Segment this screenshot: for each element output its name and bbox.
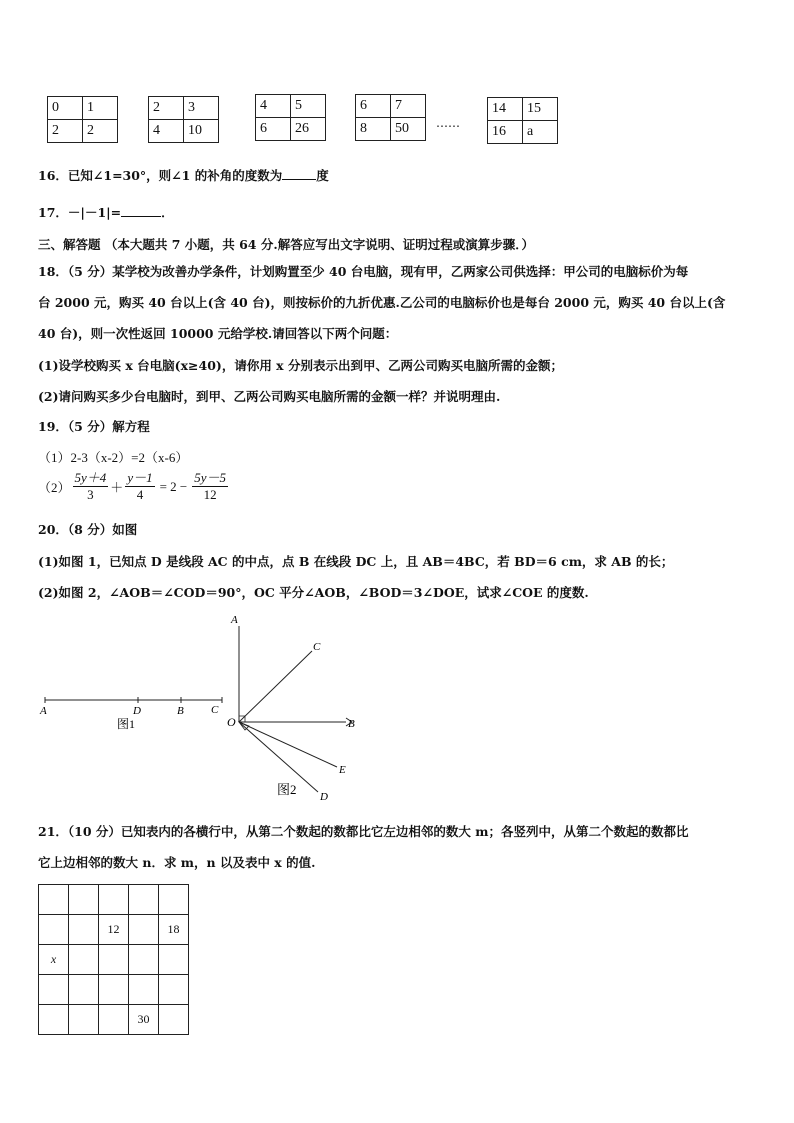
grid-cell: 4 — [256, 95, 291, 118]
grid-cell: 7 — [391, 95, 426, 118]
table-cell — [39, 915, 69, 945]
table-row — [39, 945, 189, 975]
question-18-line2: 台 2000 元，购买 40 台以上(含 40 台)，则按标价的九折优惠.乙公司的电脑标价也是每台 2000 元，购买 40 台以上(含 — [38, 295, 726, 310]
figures-svg — [0, 605, 794, 805]
question-20-title: 20．（8 分）如图 — [38, 522, 138, 537]
question-18-line3: 40 台)，则一次性返回 10000 元给学校.请回答以下两个问题： — [38, 326, 398, 341]
part-label: （2） — [38, 480, 71, 495]
table-cell: 12 — [99, 915, 129, 945]
denominator: 3 — [87, 487, 94, 502]
label-e: E — [339, 764, 346, 776]
section-heading: 三、解答题 （本大题共 7 小题，共 64 分.解答应写出文字说明、证明过程或演算步骤．） — [38, 237, 534, 252]
ray-oe — [239, 722, 337, 767]
question-17-text: 17．－|－1|= — [38, 205, 122, 220]
numerator: 5y－5 — [194, 470, 227, 485]
table-cell — [129, 915, 159, 945]
label-d: D — [133, 705, 141, 717]
table-cell — [129, 975, 159, 1005]
grid-cell: 14 — [488, 98, 523, 121]
table-cell — [159, 1005, 189, 1035]
fraction-3 — [192, 470, 228, 503]
grid-cell: 10 — [184, 120, 219, 143]
grid-cell: 3 — [184, 97, 219, 120]
table-cell: x — [39, 945, 69, 975]
fraction-2 — [125, 470, 154, 503]
grid-cell: 15 — [523, 98, 558, 121]
table-cell — [99, 885, 129, 915]
ellipsis: …… — [436, 116, 460, 130]
figure-1-caption: 图1 — [117, 717, 136, 731]
figure-2 — [227, 614, 355, 803]
fraction-1 — [73, 470, 109, 503]
question-17-suffix: ． — [161, 205, 174, 220]
question-18-line1: 18．（5 分）某学校为改善办学条件，计划购置至少 40 台电脑，现有甲，乙两家公司供选择：甲公司的电脑标价为每 — [38, 264, 689, 279]
table-cell — [69, 1005, 99, 1035]
table-cell — [159, 885, 189, 915]
label-d: D — [320, 791, 328, 803]
answer-blank[interactable] — [282, 179, 316, 180]
grid-cell: 2 — [83, 120, 118, 143]
grid-cell: 2 — [149, 97, 184, 120]
grid-cell: 6 — [356, 95, 391, 118]
question-17 — [38, 203, 174, 221]
table-cell — [129, 945, 159, 975]
grid-1 — [47, 96, 118, 143]
table-cell — [129, 885, 159, 915]
table-row — [39, 885, 189, 915]
table-cell: 18 — [159, 915, 189, 945]
table-cell — [39, 975, 69, 1005]
table-cell — [39, 885, 69, 915]
table-cell — [69, 945, 99, 975]
table-cell — [99, 975, 129, 1005]
table-cell — [159, 945, 189, 975]
grid-cell: 50 — [391, 118, 426, 141]
numerator: y－1 — [127, 470, 153, 485]
question-19-title: 19．（5 分）解方程 — [38, 419, 150, 434]
answer-blank[interactable] — [121, 216, 161, 217]
grid-cell: a — [523, 121, 558, 144]
grid-5 — [487, 97, 558, 144]
table-cell — [159, 975, 189, 1005]
question-16 — [38, 166, 329, 184]
grid-cell: 6 — [256, 118, 291, 141]
equals-sign: = 2 − — [159, 478, 188, 494]
ray-oc — [239, 651, 312, 722]
denominator: 12 — [203, 487, 217, 502]
question-16-text: 16．已知∠1=30°，则∠1 的补角的度数为 — [38, 168, 283, 183]
grid-cell: 2 — [48, 120, 83, 143]
table-cell — [99, 945, 129, 975]
grid-2 — [148, 96, 219, 143]
question-21-table — [38, 884, 189, 1035]
grid-cell: 16 — [488, 121, 523, 144]
label-c: C — [211, 704, 219, 716]
table-row — [39, 1005, 189, 1035]
figure-2-caption: 图2 — [277, 782, 297, 797]
grid-cell: 1 — [83, 97, 118, 120]
grid-cell: 8 — [356, 118, 391, 141]
table-cell — [69, 975, 99, 1005]
question-20-part1: (1)如图 1，已知点 D 是线段 AC 的中点，点 B 在线段 DC 上，且 AB＝4BC，若 BD＝6 cm，求 AB 的长； — [38, 554, 674, 569]
label-c: C — [313, 641, 321, 653]
question-21-line1: 21．（10 分）已知表内的各横行中，从第二个数起的数都比它左边相邻的数大 m；各竖列中，从第二个数起的数都比 — [38, 824, 689, 839]
grid-cell: 4 — [149, 120, 184, 143]
question-20-part2: (2)如图 2，∠AOB＝∠COD＝90°，OC 平分∠AOB，∠BOD＝3∠DOE，试求∠COE 的度数. — [38, 585, 589, 600]
question-18-part1: (1)设学校购买 x 台电脑(x≥40)，请你用 x 分别表示出到甲、乙两公司购买电脑所需的金额； — [38, 358, 563, 373]
table-cell: 30 — [129, 1005, 159, 1035]
table-cell — [69, 915, 99, 945]
question-18-part2: (2)请问购买多少台电脑时，到甲、乙两公司购买电脑所需的金额一样？并说明理由. — [38, 389, 501, 404]
grid-3 — [255, 94, 326, 141]
grid-cell: 0 — [48, 97, 83, 120]
label-b: B — [177, 705, 184, 717]
question-16-suffix: 度 — [316, 168, 329, 183]
denominator: 4 — [136, 487, 144, 502]
label-o: O — [227, 715, 236, 729]
question-21-line2: 它上边相邻的数大 n．求 m，n 以及表中 x 的值. — [38, 855, 316, 870]
table-cell — [69, 885, 99, 915]
label-b: B — [348, 718, 355, 730]
table-cell — [39, 1005, 69, 1035]
figure-1 — [39, 697, 222, 731]
numerator: 5y＋4 — [74, 470, 107, 485]
question-19-part2 — [38, 470, 230, 503]
grid-cell: 26 — [291, 118, 326, 141]
question-19-part1: （1）2-3（x-2）=2（x-6） — [38, 450, 189, 465]
table-row — [39, 915, 189, 945]
plus-sign: ＋ — [110, 480, 124, 495]
grid-cell: 5 — [291, 95, 326, 118]
grid-4 — [355, 94, 426, 141]
label-a: A — [40, 705, 47, 717]
table-cell — [99, 1005, 129, 1035]
table-row — [39, 975, 189, 1005]
label-a: A — [231, 614, 238, 626]
